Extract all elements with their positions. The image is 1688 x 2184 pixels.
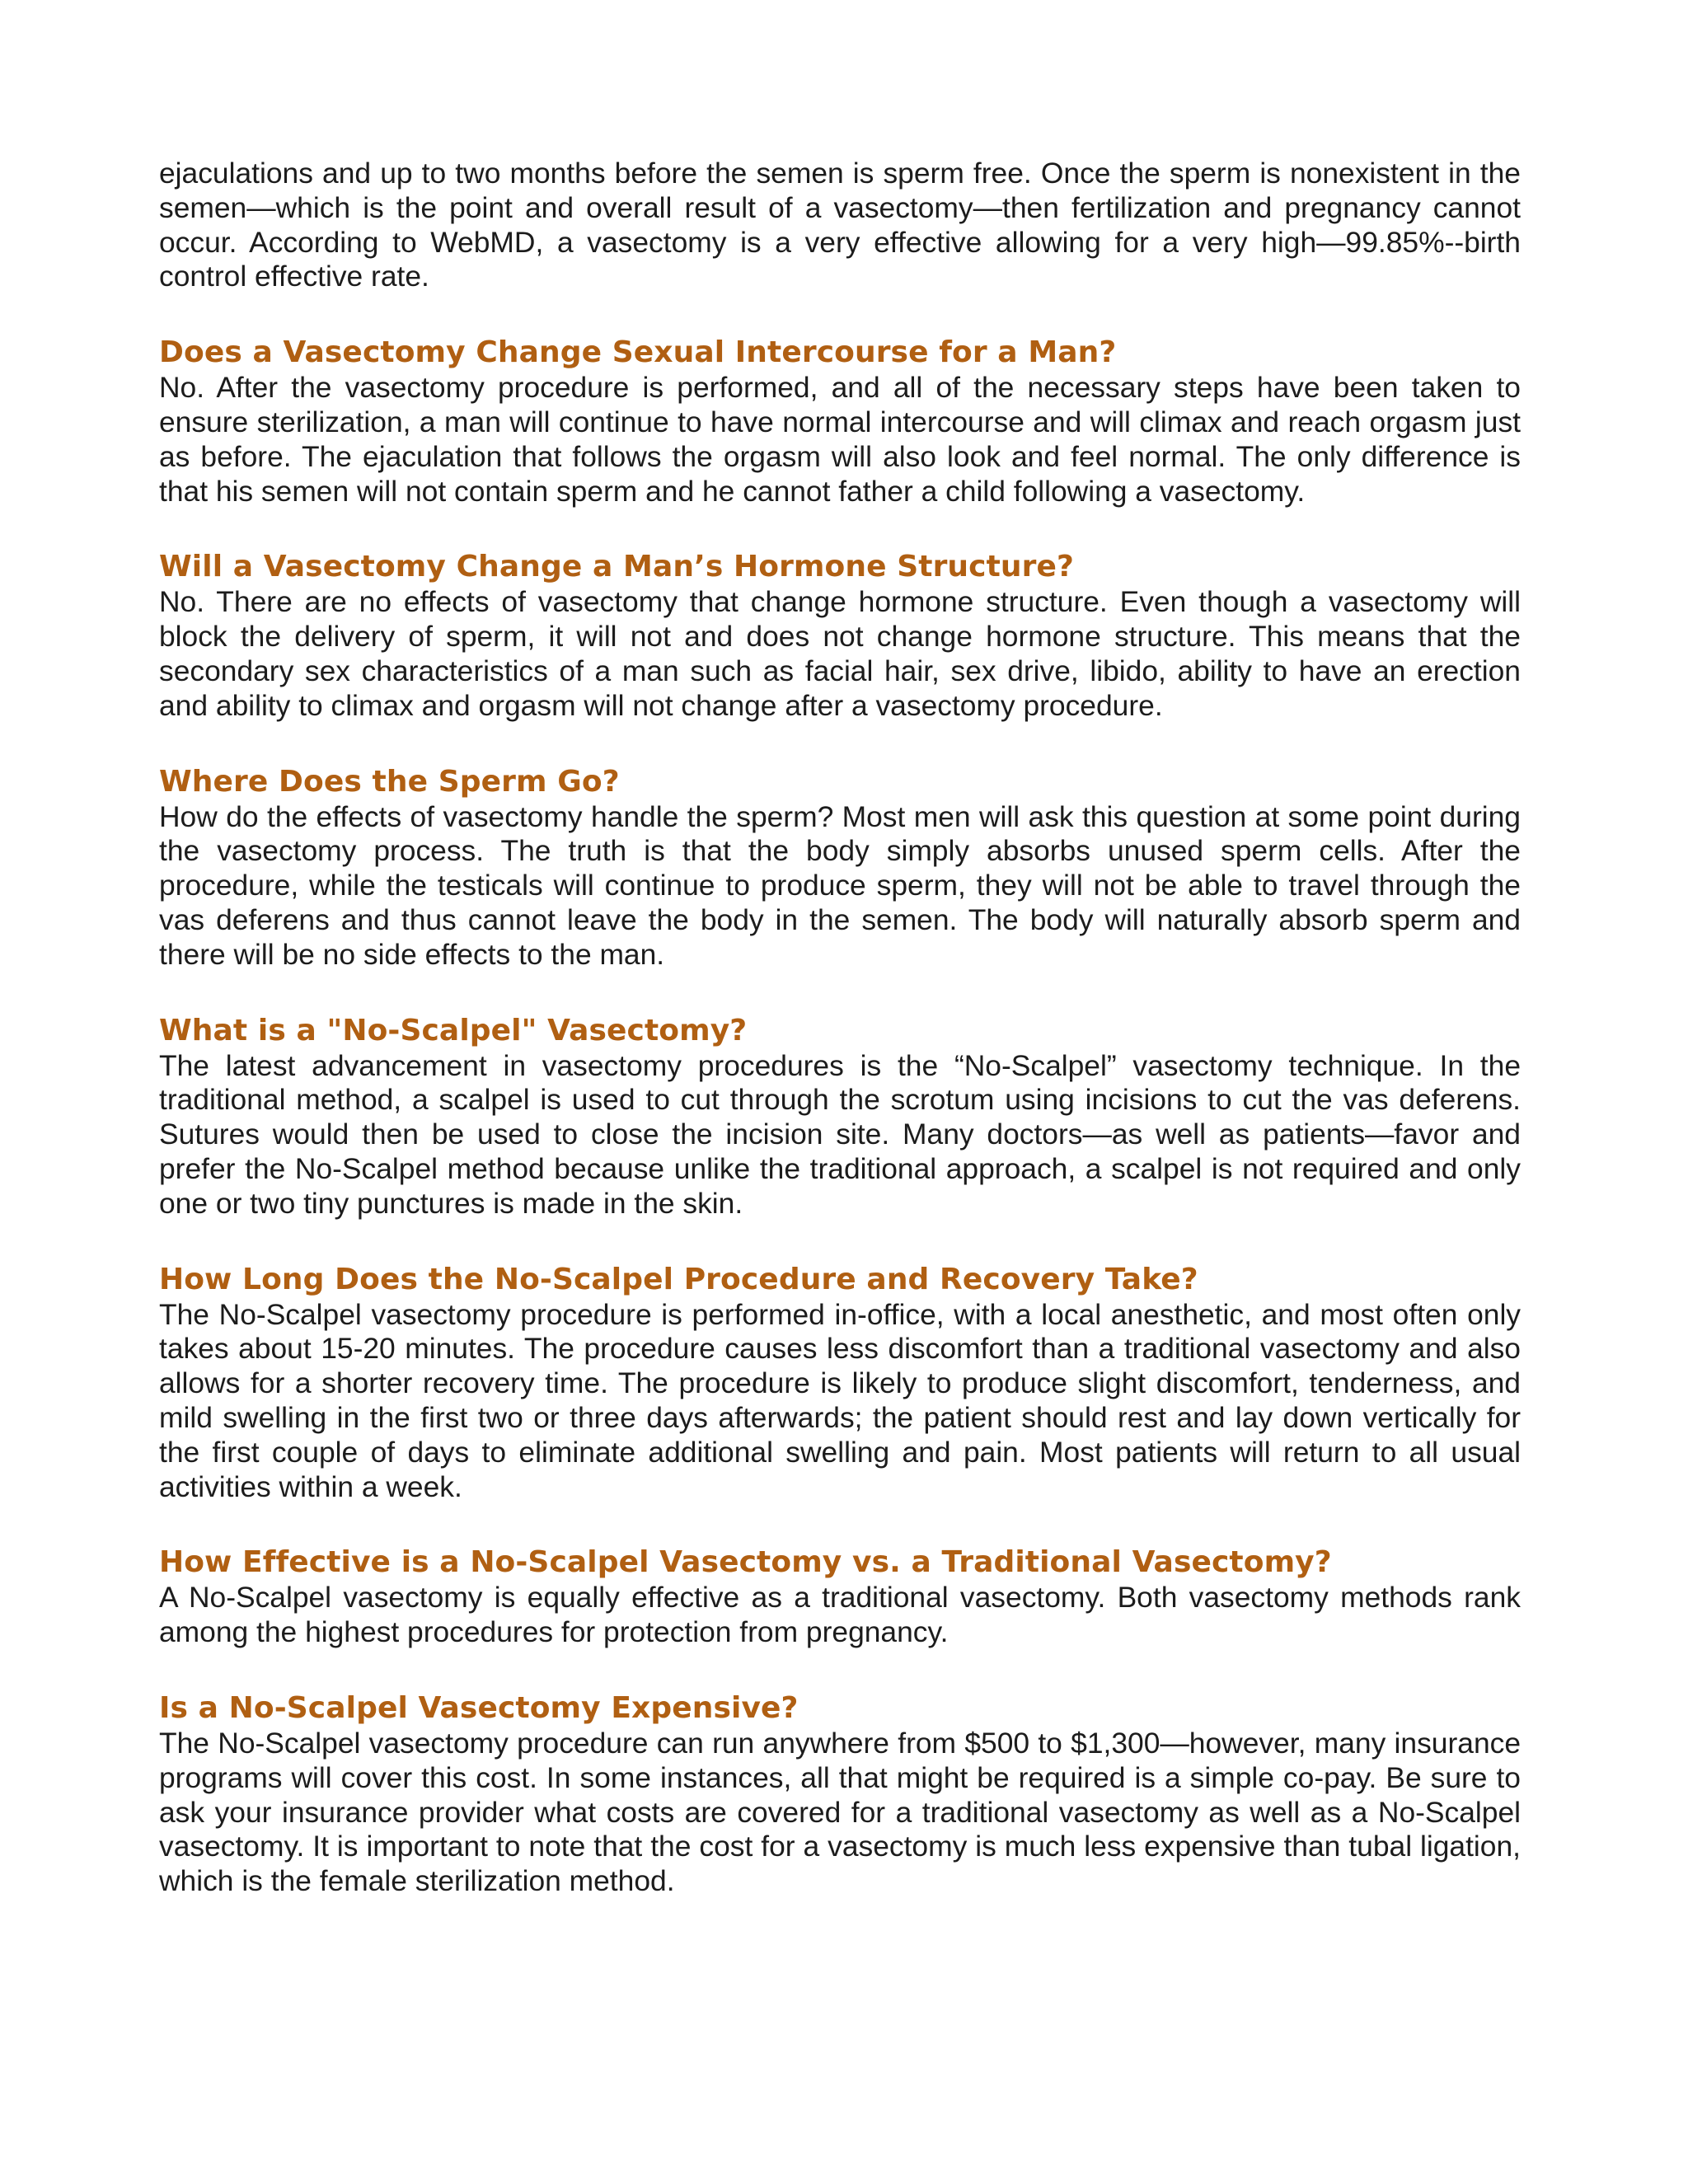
section-heading: How Long Does the No-Scalpel Procedure and Recovery Take? xyxy=(159,1262,1198,1296)
article-content xyxy=(159,157,1521,1899)
section-body: The No-Scalpel vasectomy procedure can run anywhere from $500 to $1,300—however, many insurance programs will cover this cost. In some instances, all that might be required is a simple co-pay. Be sure to ask your insurance provider what costs are covered for a traditional vasectomy as well as a No-Scalpel vasectomy. It is important to note that the cost for a vasectomy is much less expensive than tubal ligation, which is the female sterilization method. xyxy=(159,1726,1521,1898)
section-heading: Will a Vasectomy Change a Man’s Hormone Structure? xyxy=(159,550,1074,584)
section-heading: Where Does the Sperm Go? xyxy=(159,764,620,799)
section-sexual-intercourse xyxy=(159,335,1521,509)
section-body: No. After the vasectomy procedure is performed, and all of the necessary steps have been taken to ensure sterilization, a man will continue to have normal intercourse and will climax and reach orgasm just as before. The ejaculation that follows the orgasm will also look and feel normal. The only difference is that his semen will not contain sperm and he cannot father a child following a vasectomy. xyxy=(159,371,1521,508)
section-body: How do the effects of vasectomy handle the sperm? Most men will ask this question at some point during the vasectomy process. The truth is that the body simply absorbs unused sperm cells. After the procedure, while the testicals will continue to produce sperm, they will not be able to travel through the vas deferens and thus cannot leave the body in the semen. The body will naturally absorb sperm and there will be no side effects to the man. xyxy=(159,799,1521,971)
section-recovery-time xyxy=(159,1262,1521,1505)
section-body: The No-Scalpel vasectomy procedure is performed in-office, with a local anesthetic, and most often only takes about 15-20 minutes. The procedure causes less discomfort than a traditional vasectomy and also allows for a shorter recovery time. The procedure is likely to produce slight discomfort, tenderness, and mild swelling in the first two or three days afterwards; the patient should rest and lay down vertically for the first couple of days to eliminate additional swelling and pain. Most patients will return to all usual activities within a week. xyxy=(159,1297,1521,1503)
section-body: A No-Scalpel vasectomy is equally effective as a traditional vasectomy. Both vasectomy methods rank among the highest procedures for protection from pregnancy. xyxy=(159,1581,1521,1649)
section-heading: What is a "No-Scalpel" Vasectomy? xyxy=(159,1013,748,1047)
section-heading: Does a Vasectomy Change Sexual Intercourse for a Man? xyxy=(159,335,1117,370)
section-heading: Is a No-Scalpel Vasectomy Expensive? xyxy=(159,1690,799,1725)
section-cost xyxy=(159,1690,1521,1899)
section-where-sperm-goes xyxy=(159,764,1521,972)
intro-paragraph: ejaculations and up to two months before the semen is sperm free. Once the sperm is nonexistent in the semen—which is the point and overall result of a vasectomy—then fertilization and pregnancy cannot occur. According to WebMD, a vasectomy is a very effective allowing for a very high—99.85%--birth control effective rate. xyxy=(159,157,1521,293)
section-body: The latest advancement in vasectomy procedures is the “No-Scalpel” vasectomy technique. In the traditional method, a scalpel is used to cut through the scrotum using incisions to cut the vas deferens. Sutures would then be used to close the incision site. Many doctors—as well as patients—favor and prefer the No-Scalpel method because unlike the traditional approach, a scalpel is not required and only one or two tiny punctures is made in the skin. xyxy=(159,1048,1521,1220)
section-heading: How Effective is a No-Scalpel Vasectomy vs. a Traditional Vasectomy? xyxy=(159,1545,1332,1580)
section-no-scalpel xyxy=(159,1013,1521,1221)
section-effectiveness xyxy=(159,1544,1521,1650)
section-body: No. There are no effects of vasectomy that change hormone structure. Even though a vasectomy will block the delivery of sperm, it will not and does not change hormone structure. This means that the secondary sex characteristics of a man such as facial hair, sex drive, libido, ability to have an erection and ability to climax and orgasm will not change after a vasectomy procedure. xyxy=(159,585,1521,722)
section-hormone-structure xyxy=(159,549,1521,723)
